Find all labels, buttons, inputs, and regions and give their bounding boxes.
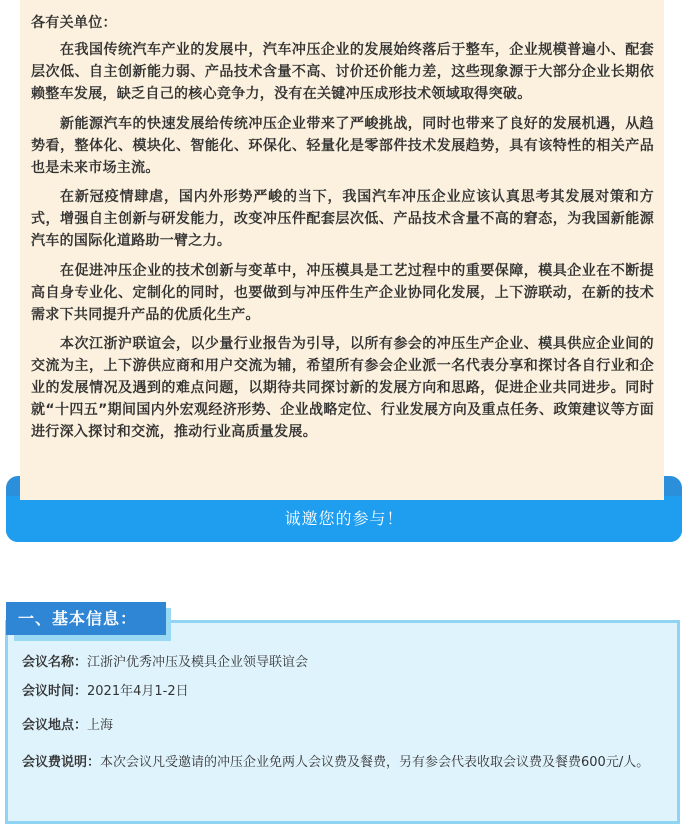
letter-greeting: 各有关单位： xyxy=(31,15,117,31)
info-value: 江浙沪优秀冲压及模具企业领导联谊会 xyxy=(87,655,309,670)
letter-paragraph: 本次江浙沪联谊会，以少量行业报告为引导，以所有参会的冲压生产企业、模具供应企业间的交流为主，上下游供应商和用户交流为辅，希望所有参会企业派一名代表分享和探讨各自行业和企业的发展情况及遇到的难点问题，以期待共同探讨新的发展方向和思路，促进企业共同进步。同时就“十四五”期间国内外宏观经济形势、企业战略定位、行业发展方向及重点任务、政策建议等方面进行深入探讨和交流，推动行业高质量发展。 xyxy=(31,336,654,440)
letter-bottom-edge xyxy=(20,476,664,500)
info-value: 上海 xyxy=(87,718,114,733)
invite-text: 诚邀您的参与！ xyxy=(284,509,404,528)
info-label: 会议地点： xyxy=(22,718,88,733)
info-value: 本次会议凡受邀请的冲压企业免两人会议费及餐费，另有参会代表收取会议费及餐费600元/人。 xyxy=(100,755,650,770)
info-value: 2021年4月1-2日 xyxy=(87,684,189,699)
letter-paragraph: 在促进冲压企业的技术创新与变革中，冲压模具是工艺过程中的重要保障，模具企业在不断提高自身专业化、定制化的同时，也要做到与冲压件生产企业协同化发展，上下游联动，在新的技术需求下共同提升产品的优质化生产。 xyxy=(31,262,654,323)
info-row-fee xyxy=(22,747,668,778)
info-label: 会议名称： xyxy=(22,655,88,670)
info-row-name xyxy=(22,652,308,674)
letter-paragraph: 新能源汽车的快速发展给传统冲压企业带来了严峻挑战，同时也带来了良好的发展机遇，从趋势看，整体化、模块化、智能化、环保化、轻量化是零部件技术发展趋势，具有该特性的相关产品也是未来市场主流。 xyxy=(31,115,654,176)
info-label: 会议时间： xyxy=(22,684,88,699)
info-row-location xyxy=(22,715,113,737)
invitation-letter xyxy=(20,0,664,500)
letter-paragraph: 在我国传统汽车产业的发展中，汽车冲压企业的发展始终落后于整车，企业规模普遍小、配套层次低、自主创新能力弱、产品技术含量不高、讨价还价能力差，这些现象源于大部分企业长期依赖整车发展，缺乏自己的核心竞争力，没有在关键冲压成形技术领域取得突破。 xyxy=(31,42,654,102)
letter-paragraph: 在新冠疫情肆虐，国内外形势严峻的当下，我国汽车冲压企业应该认真思考其发展对策和方式，增强自主创新与研发能力，改变冲压件配套层次低、产品技术含量不高的窘态，为我国新能源汽车的国际化道路助一臂之力。 xyxy=(31,189,654,249)
info-label: 会议费说明： xyxy=(22,755,101,770)
info-row-time xyxy=(22,681,189,703)
basic-info-title: 一、基本信息： xyxy=(6,602,166,635)
